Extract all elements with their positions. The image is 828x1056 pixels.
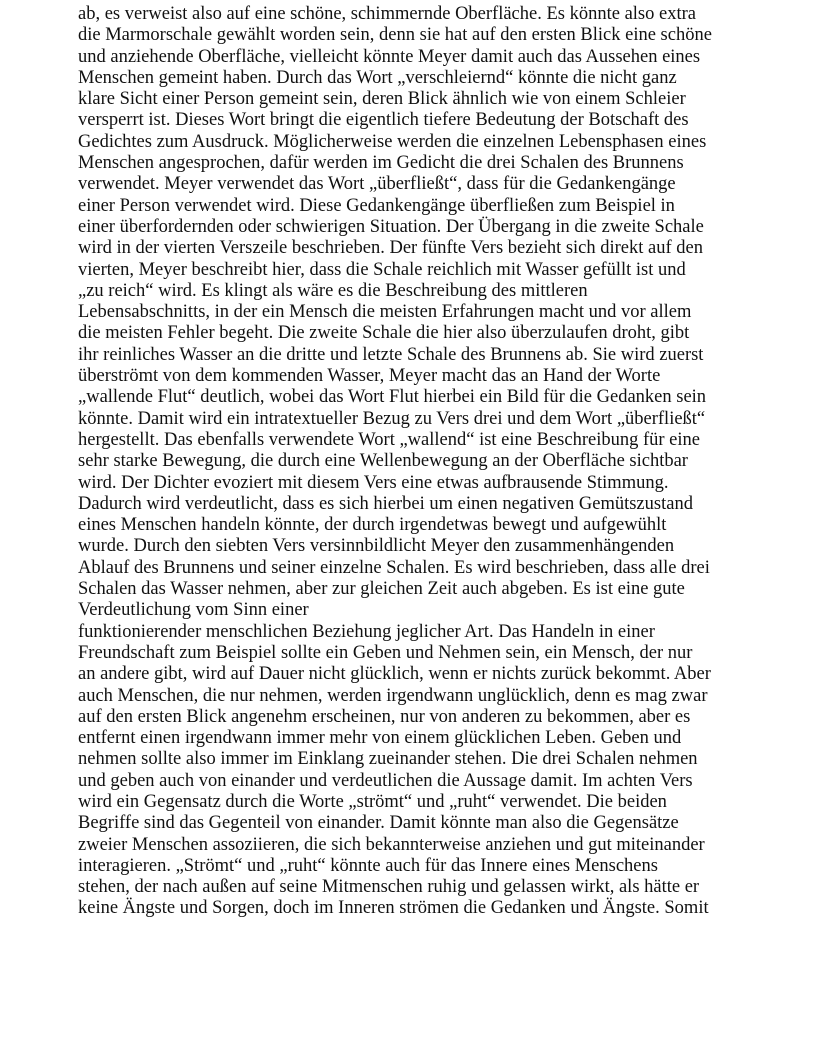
body-text [78, 4, 778, 920]
text-line: zweier Menschen assoziieren, die sich bekannterweise anziehen und gut miteinander [78, 834, 705, 855]
text-line: Lebensabschnitts, in der ein Mensch die meisten Erfahrungen macht und vor allem [78, 302, 692, 323]
text-line: klare Sicht einer Person gemeint sein, deren Blick ähnlich wie von einem Schleier [78, 89, 686, 110]
text-line: „zu reich“ wird. Es klingt als wäre es die Beschreibung des mittleren [78, 280, 588, 301]
text-line: eines Menschen handeln könnte, der durch irgendetwas bewegt und aufgewühlt [78, 515, 667, 536]
text-line: auf den ersten Blick angenehm erscheinen, nur von anderen zu bekommen, aber es [78, 706, 691, 727]
text-line: vierten, Meyer beschreibt hier, dass die Schale reichlich mit Wasser gefüllt ist und [78, 259, 686, 280]
text-line: wurde. Durch den siebten Vers versinnbildlicht Meyer den zusammenhängenden [78, 536, 675, 557]
text-line: Dadurch wird verdeutlicht, dass es sich hierbei um einen negativen Gemütszustand [78, 493, 693, 514]
text-line: Schalen das Wasser nehmen, aber zur gleichen Zeit auch abgeben. Es ist eine gute [78, 579, 685, 600]
text-line: wird. Der Dichter evoziert mit diesem Vers eine etwas aufbrausende Stimmung. [78, 472, 669, 493]
text-line: die meisten Fehler begeht. Die zweite Schale die hier also überzulaufen droht, gibt [78, 323, 690, 344]
text-line: Begriffe sind das Gegenteil von einander. Damit könnte man also die Gegensätze [78, 813, 679, 834]
text-line: sehr starke Bewegung, die durch eine Wellenbewegung an der Oberfläche sichtbar [78, 451, 688, 472]
text-line: die Marmorschale gewählt worden sein, denn sie hat auf den ersten Blick eine schöne [78, 25, 712, 46]
text-line: und geben auch von einander und verdeutlichen die Aussage damit. Im achten Vers [78, 770, 693, 791]
text-line: entfernt einen irgendwann immer mehr von einem glücklichen Leben. Geben und [78, 728, 682, 749]
text-line: Menschen angesprochen, dafür werden im Gedicht die drei Schalen des Brunnens [78, 153, 684, 174]
text-line: nehmen sollte also immer im Einklang zueinander stehen. Die drei Schalen nehmen [78, 749, 698, 770]
text-line: an andere gibt, wird auf Dauer nicht glücklich, wenn er nichts zurück bekommt. Aber [78, 664, 711, 685]
text-line: versperrt ist. Dieses Wort bringt die eigentlich tiefere Bedeutung der Botschaft des [78, 110, 689, 131]
text-line: hergestellt. Das ebenfalls verwendete Wort „wallend“ ist eine Beschreibung für eine [78, 429, 700, 450]
text-line: Ablauf des Brunnens und seiner einzelne Schalen. Es wird beschrieben, dass alle drei [78, 557, 710, 578]
text-line: überströmt von dem kommenden Wasser, Meyer macht das an Hand der Worte [78, 366, 661, 387]
text-line: ab, es verweist also auf eine schöne, schimmernde Oberfläche. Es könnte also extra [78, 4, 696, 24]
text-line: interagieren. „Strömt“ und „ruht“ könnte auch für das Innere eines Menschens [78, 855, 658, 876]
text-line: ihr reinliches Wasser an die dritte und letzte Schale des Brunnens ab. Sie wird zuerst [78, 344, 704, 365]
text-line: einer überfordernden oder schwierigen Situation. Der Übergang in die zweite Schale [78, 216, 704, 237]
text-line: keine Ängste und Sorgen, doch im Inneren strömen die Gedanken und Ängste. Somit [78, 898, 709, 919]
text-line: könnte. Damit wird ein intratextueller Bezug zu Vers drei und dem Wort „überfließt“ [78, 408, 706, 429]
text-line: auch Menschen, die nur nehmen, werden irgendwann unglücklich, denn es mag zwar [78, 685, 708, 706]
text-line: Verdeutlichung vom Sinn einer [78, 600, 309, 621]
text-line: verwendet. Meyer verwendet das Wort „überfließt“, dass für die Gedankengänge [78, 174, 676, 195]
text-line: Gedichtes zum Ausdruck. Möglicherweise werden die einzelnen Lebensphasen eines [78, 131, 707, 152]
text-line: „wallende Flut“ deutlich, wobei das Wort Flut hierbei ein Bild für die Gedanken sein [78, 387, 707, 408]
text-line: wird ein Gegensatz durch die Worte „strömt“ und „ruht“ verwendet. Die beiden [78, 791, 667, 812]
text-line: Menschen gemeint haben. Durch das Wort „verschleiernd“ könnte die nicht ganz [78, 67, 677, 88]
text-line: einer Person verwendet wird. Diese Gedankengänge überfließen zum Beispiel in [78, 195, 675, 216]
text-line: Freundschaft zum Beispiel sollte ein Geben und Nehmen sein, ein Mensch, der nur [78, 642, 693, 663]
text-line: und anziehende Oberfläche, vielleicht könnte Meyer damit auch das Aussehen eines [78, 46, 701, 67]
text-line: stehen, der nach außen auf seine Mitmenschen ruhig und gelassen wirkt, als hätte er [78, 877, 700, 898]
text-line: funktionierender menschlichen Beziehung jeglicher Art. Das Handeln in einer [78, 621, 655, 642]
text-line: wird in der vierten Verszeile beschrieben. Der fünfte Vers bezieht sich direkt auf den [78, 238, 703, 259]
